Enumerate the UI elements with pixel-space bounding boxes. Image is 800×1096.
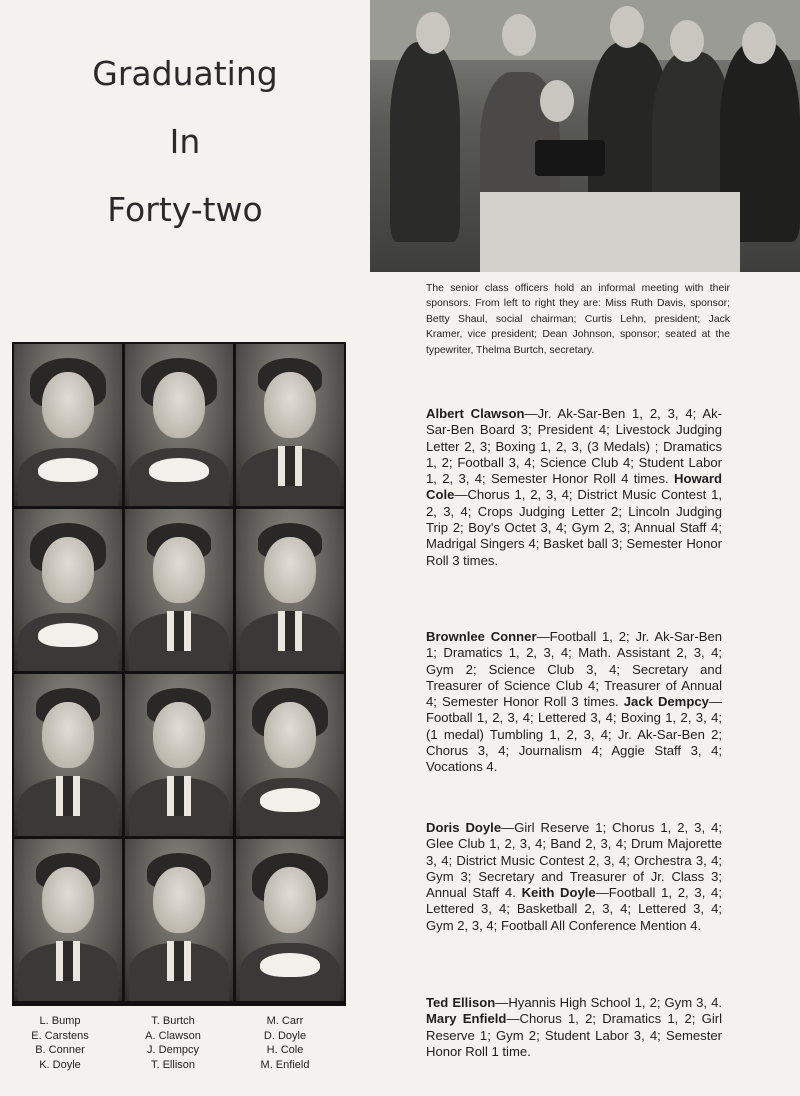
portrait-face <box>153 867 205 933</box>
name-column-3 <box>240 1014 330 1072</box>
student-portrait <box>125 344 233 506</box>
student-activities: —Chorus 1, 2, 3, 4; District Music Contest 1, 2, 3, 4; Crops Judging Letter 2; Lincoln Judging Trip 2; Boy's Octet 3, 4; Gym 2, 3; Annual Staff 4; Madrigal Singers 4; Basket ball 3; Semester Honor Roll 3 times. <box>426 487 722 568</box>
name-column-1 <box>20 1014 100 1072</box>
portrait-name: A. Clawson <box>145 1029 201 1042</box>
student-activities: —Jr. Ak-Sar-Ben 1, 2, 3, 4; Ak-Sar-Ben Board 3; President 4; Livestock Judging Letter 2, 3; Boxing 1, 2, 3, (3 Medals) ; Dramatics 1, 2; Football 3, 4; Science Club 4; Student Labor 1, 2, 3, 4; Semester Honor Roll 4 times. <box>426 406 723 487</box>
portrait-collar <box>278 446 302 486</box>
student-portrait <box>236 509 344 671</box>
student-activities: —Hyannis High School 1, 2; Gym 3, 4. <box>495 995 722 1010</box>
portrait-collar <box>149 458 209 482</box>
portrait-collar <box>56 776 80 816</box>
photo-head <box>742 22 776 64</box>
portrait-face <box>264 537 316 603</box>
portrait-name: M. Carr <box>266 1015 304 1027</box>
student-name: Mary Enfield <box>426 1011 507 1027</box>
student-name: Brownlee Conner <box>426 629 537 644</box>
portrait-face <box>153 537 205 603</box>
photo-head <box>540 80 574 122</box>
bio-block-3 <box>426 820 722 934</box>
portrait-collar <box>167 776 191 816</box>
title-line-3: Forty-two <box>107 190 263 229</box>
student-portrait <box>14 839 122 1001</box>
senior-officers-photo <box>370 0 800 272</box>
portrait-face <box>42 372 94 438</box>
portrait-name: T. Ellison <box>150 1058 196 1071</box>
student-portrait <box>236 344 344 506</box>
photo-caption: The senior class officers hold an informal meeting with their sponsors. From left to right they are: Miss Ruth Davis, sponsor; Betty Shaul, social chairman; Curtis Lehn, president; Jack Kramer, vice president; Dean Johnson, sponsor; seated at the typewriter, Thelma Burtch, secretary. <box>426 283 730 356</box>
student-portrait <box>14 509 122 671</box>
student-activities: —Chorus 1, 2; Dramatics 1, 2; Girl Reserve 1; Gym 2; Student Labor 3, 4; Semester Honor Roll 1 time. <box>426 1011 722 1059</box>
bio-block-2 <box>426 629 722 776</box>
portrait-face <box>42 537 94 603</box>
name-column-2 <box>133 1014 213 1072</box>
photo-figure <box>390 42 460 242</box>
title-line-2: In <box>169 122 201 161</box>
portrait-face <box>153 372 205 438</box>
student-portrait <box>125 839 233 1001</box>
portrait-name: E. Carstens <box>31 1029 89 1042</box>
photo-head <box>610 6 644 48</box>
student-name: Ted Ellison <box>426 995 496 1010</box>
portrait-name: K. Doyle <box>39 1058 81 1071</box>
bio-block-1 <box>426 406 722 569</box>
photo-head <box>502 14 536 56</box>
student-name: Keith Doyle <box>521 885 596 901</box>
photo-head <box>670 20 704 62</box>
student-name: Doris Doyle <box>426 820 502 835</box>
bio-block-4 <box>426 995 722 1060</box>
portrait-name: T. Burtch <box>151 1015 195 1027</box>
portrait-face <box>264 372 316 438</box>
portrait-collar <box>260 788 320 812</box>
title-line-1: Graduating <box>92 54 278 93</box>
student-name: Albert Clawson <box>426 406 525 421</box>
portrait-name: M. Enfield <box>260 1058 310 1071</box>
student-portrait <box>125 674 233 836</box>
student-name: Jack Dempcy <box>623 694 709 710</box>
photo-head <box>416 12 450 54</box>
student-portrait <box>14 674 122 836</box>
portrait-collar <box>167 611 191 651</box>
student-portrait <box>236 674 344 836</box>
photo-desk <box>480 192 740 272</box>
portrait-collar <box>56 941 80 981</box>
typewriter-shape <box>535 140 605 176</box>
portrait-name: J. Dempcy <box>147 1044 199 1056</box>
student-activities: —Football 1, 2; Jr. Ak-Sar-Ben 1; Dramatics 1, 2, 3, 4; Math. Assistant 2, 3, 4; Gym 2; Science Club 3, 4; Secretary and Treasurer of Science Club 4; Treasurer of Annual 4; Semester Honor Roll 3 times. <box>426 629 723 710</box>
portrait-collar <box>278 611 302 651</box>
student-activities: —Football 1, 2, 3, 4; Lettered 3, 4; Basketball 2, 3, 4; Lettered 3, 4; Gym 2, 3, 4; Football All Conference Mention 4. <box>426 885 722 933</box>
student-portrait <box>125 509 233 671</box>
student-name: Howard Cole <box>426 471 722 503</box>
portrait-collar <box>38 458 98 482</box>
portrait-face <box>264 867 316 933</box>
student-activities: —Girl Reserve 1; Chorus 1, 2, 3, 4; Glee Club 1, 2, 3, 4; Band 2, 3, 4; Drum Majorette 3, 4; District Music Contest 2, 3, 4; Orchestra 3, 4; Gym 3; Secretary and Treasurer of Jr. Class 3; Annual Staff 4. <box>426 820 722 901</box>
portrait-collar <box>167 941 191 981</box>
portrait-face <box>42 702 94 768</box>
student-activities: —Football 1, 2, 3, 4; Lettered 3, 4; Boxing 1, 2, 3, 4; (1 medal) Tumbling 1, 2, 3, 4; Jr. Ak-Sar-Ben 2; Chorus 3, 4; Journalism 4; Aggie Staff 3, 4; Vocations 4. <box>426 694 722 775</box>
page-title <box>60 40 310 244</box>
portrait-name: L. Bump <box>39 1015 81 1027</box>
portrait-face <box>264 702 316 768</box>
portrait-face <box>42 867 94 933</box>
portrait-face <box>153 702 205 768</box>
student-portrait <box>14 344 122 506</box>
portrait-name: D. Doyle <box>263 1029 307 1042</box>
portrait-collar <box>260 953 320 977</box>
portrait-name: H. Cole <box>266 1044 304 1056</box>
portrait-name: B. Conner <box>35 1044 85 1056</box>
portrait-grid <box>12 342 346 1006</box>
portrait-collar <box>38 623 98 647</box>
student-portrait <box>236 839 344 1001</box>
